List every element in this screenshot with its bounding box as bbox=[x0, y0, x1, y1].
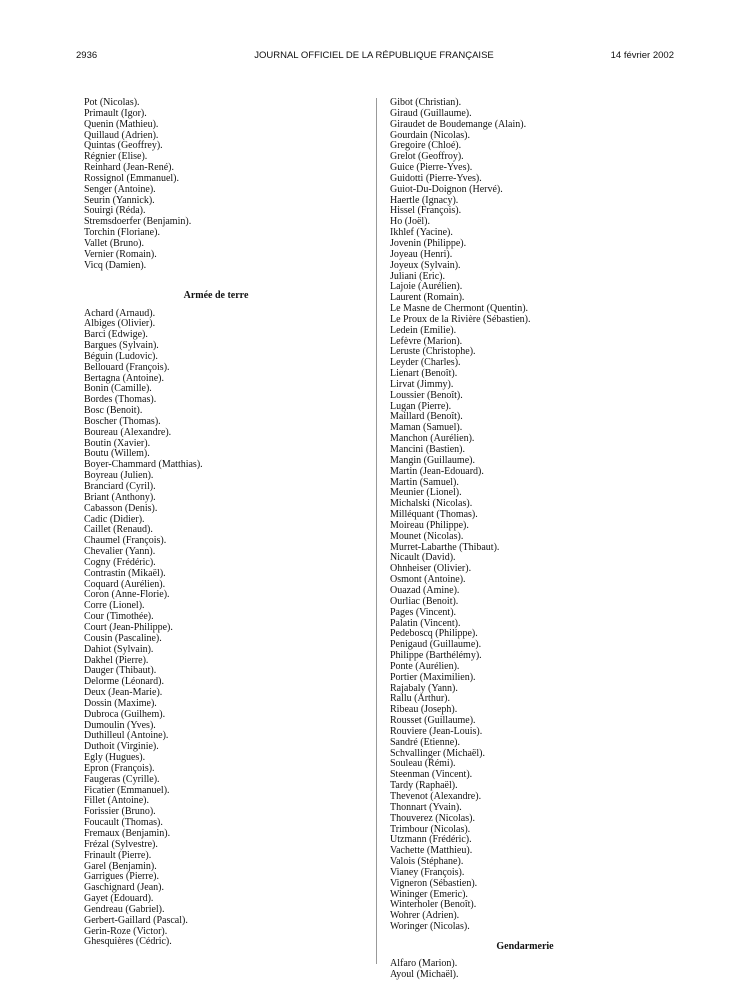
name-entry: Osmont (Antoine). bbox=[390, 574, 466, 586]
name-entry: Milléquant (Thomas). bbox=[390, 509, 478, 521]
name-entry: Boutin (Xavier). bbox=[84, 437, 151, 449]
journal-title: JOURNAL OFFICIEL DE LA RÉPUBLIQUE FRANÇAISE bbox=[254, 50, 494, 61]
name-entry: Alfaro (Marion). bbox=[390, 957, 458, 969]
name-entry: Stremsdoerfer (Benjamin). bbox=[84, 216, 192, 228]
name-entry: Souleau (Rémi). bbox=[390, 758, 456, 770]
name-entry: Dumoulin (Yves). bbox=[84, 719, 156, 731]
name-entry: Quenin (Mathieu). bbox=[84, 118, 159, 130]
name-entry: Foucault (Thomas). bbox=[84, 817, 163, 829]
name-entry: Rouviere (Jean-Louis). bbox=[390, 725, 483, 737]
name-entry: Achard (Arnaud). bbox=[84, 307, 156, 319]
name-entry: Cousin (Pascaline). bbox=[84, 632, 162, 644]
name-entry: Senger (Antoine). bbox=[84, 183, 156, 195]
name-entry: Dahiot (Sylvain). bbox=[84, 643, 154, 655]
name-entry: Ourliac (Benoit). bbox=[390, 595, 459, 607]
name-entry: Leyder (Charles). bbox=[390, 357, 461, 369]
name-entry: Maillard (Benoît). bbox=[390, 411, 463, 423]
name-entry: Winterholer (Benoît). bbox=[390, 899, 477, 911]
name-entry: Ouazad (Amine). bbox=[390, 584, 460, 596]
name-entry: Ribeau (Joseph). bbox=[390, 704, 458, 716]
name-entry: Wininger (Emeric). bbox=[390, 888, 468, 900]
name-entry: Vachette (Matthieu). bbox=[390, 845, 473, 857]
armee-de-terre-list bbox=[84, 309, 374, 949]
right-continuation-list bbox=[390, 98, 680, 933]
name-entry: Barci (Edwige). bbox=[84, 329, 148, 341]
name-entry: Giraud (Guillaume). bbox=[390, 107, 472, 119]
name-entry: Thouverez (Nicolas). bbox=[390, 812, 475, 824]
name-entry: Torchin (Floriane). bbox=[84, 227, 160, 239]
name-entry: Corre (Lionel). bbox=[84, 600, 145, 612]
name-entry: Fillet (Antoine). bbox=[84, 795, 149, 807]
name-entry: Vigneron (Sébastien). bbox=[390, 877, 478, 889]
name-entry: Bertagna (Antoine). bbox=[84, 372, 164, 384]
name-entry: Cogny (Frédéric). bbox=[84, 556, 156, 568]
name-entry: Ayoul (Michaël). bbox=[390, 968, 459, 980]
left-column bbox=[84, 98, 374, 948]
name-entry: Lajoie (Aurélien). bbox=[390, 281, 463, 293]
name-entry: Palatin (Vincent). bbox=[390, 617, 461, 629]
name-entry: Garrigues (Pierre). bbox=[84, 871, 159, 883]
name-entry: Schvallinger (Michaël). bbox=[390, 747, 485, 759]
name-entry: Portier (Maximilien). bbox=[390, 671, 476, 683]
name-entry: Loussier (Benoît). bbox=[390, 389, 463, 401]
name-entry: Rallu (Arthur). bbox=[390, 693, 450, 705]
name-entry: Dubroca (Guilhem). bbox=[84, 708, 166, 720]
name-entry: Chaumel (François). bbox=[84, 535, 167, 547]
name-entry: Lugan (Pierre). bbox=[390, 400, 452, 412]
name-entry: Albiges (Olivier). bbox=[84, 318, 156, 330]
name-entry: Deux (Jean-Marie). bbox=[84, 687, 163, 699]
name-entry: Moireau (Philippe). bbox=[390, 519, 469, 531]
gendarmerie-list bbox=[390, 959, 680, 981]
name-entry: Manchon (Aurélien). bbox=[390, 433, 475, 445]
name-entry: Grelot (Geoffroy). bbox=[390, 151, 464, 163]
name-entry: Primault (Igor). bbox=[84, 107, 147, 119]
name-entry: Duthoit (Virginie). bbox=[84, 741, 159, 753]
name-entry: Gaschignard (Jean). bbox=[84, 882, 164, 894]
name-entry: Frézal (Sylvestre). bbox=[84, 838, 158, 850]
page-header bbox=[0, 50, 748, 64]
name-entry: Rajabaly (Yann). bbox=[390, 682, 458, 694]
name-entry: Mangin (Guillaume). bbox=[390, 454, 475, 466]
name-entry: Coron (Anne-Florie). bbox=[84, 589, 170, 601]
name-entry: Dossin (Maxime). bbox=[84, 697, 157, 709]
name-entry: Rousset (Guillaume). bbox=[390, 715, 476, 727]
name-entry: Ponte (Aurélien). bbox=[390, 660, 460, 672]
left-continuation-list bbox=[84, 98, 374, 272]
name-entry: Boyreau (Julien). bbox=[84, 470, 154, 482]
name-entry: Frinault (Pierre). bbox=[84, 849, 152, 861]
name-entry: Cour (Timothée). bbox=[84, 611, 154, 623]
name-entry: Boutu (Willem). bbox=[84, 448, 150, 460]
name-entry: Thevenot (Alexandre). bbox=[390, 791, 482, 802]
name-entry: Duthilleul (Antoine). bbox=[84, 730, 169, 742]
name-entry: Garel (Benjamin). bbox=[84, 860, 157, 872]
name-entry: Guice (Pierre-Yves). bbox=[390, 162, 473, 174]
name-entry: Vicq (Damien). bbox=[84, 259, 147, 271]
publication-date: 14 février 2002 bbox=[610, 50, 674, 61]
name-entry: Le Masne de Chermont (Quentin). bbox=[390, 303, 529, 315]
name-entry: Gregoire (Chloé). bbox=[390, 140, 462, 152]
name-entry: Quintas (Geoffrey). bbox=[84, 140, 163, 152]
name-entry: Le Proux de la Rivière (Sébastien). bbox=[390, 313, 531, 325]
name-entry: Forissier (Bruno). bbox=[84, 806, 156, 818]
name-entry: Vianey (François). bbox=[390, 866, 465, 878]
name-entry: Briant (Anthony). bbox=[84, 491, 156, 503]
name-entry: Gerin-Roze (Victor). bbox=[84, 925, 168, 937]
name-entry: Dakhel (Pierre). bbox=[84, 654, 149, 666]
name-entry: Gendreau (Gabriel). bbox=[84, 903, 165, 915]
name-entry: Ficatier (Emmanuel). bbox=[84, 784, 170, 796]
name-entry: Lefèvre (Marion). bbox=[390, 335, 463, 347]
name-entry: Gourdain (Nicolas). bbox=[390, 129, 470, 141]
name-entry: Michalski (Nicolas). bbox=[390, 498, 473, 510]
name-entry: Giraudet de Boudemange (Alain). bbox=[390, 118, 527, 130]
name-entry: Souirgi (Réda). bbox=[84, 205, 146, 217]
name-entry: Béguin (Ludovic). bbox=[84, 350, 158, 362]
name-entry: Trimbour (Nicolas). bbox=[390, 823, 471, 835]
name-entry: Gayet (Edouard). bbox=[84, 893, 154, 905]
name-entry: Chevalier (Yann). bbox=[84, 546, 156, 558]
name-entry: Régnier (Elise). bbox=[84, 151, 148, 163]
name-entry: Bellouard (François). bbox=[84, 361, 170, 373]
name-entry: Philippe (Barthélémy). bbox=[390, 650, 482, 662]
name-entry: Ohnheiser (Olivier). bbox=[390, 563, 472, 575]
name-entry: Gibot (Christian). bbox=[390, 97, 462, 108]
name-entry: Leruste (Christophe). bbox=[390, 346, 476, 358]
section-title-gendarmerie: Gendarmerie bbox=[496, 940, 554, 952]
name-entry: Lienart (Benoît). bbox=[390, 368, 458, 380]
name-entry: Delorme (Léonard). bbox=[84, 676, 164, 688]
name-entry: Murret-Labarthe (Thibaut). bbox=[390, 541, 500, 553]
name-entry: Bonin (Camille). bbox=[84, 383, 152, 395]
name-entry: Pedeboscq (Philippe). bbox=[390, 628, 478, 640]
name-entry: Boureau (Alexandre). bbox=[84, 426, 172, 438]
name-entry: Bosc (Benoit). bbox=[84, 405, 143, 417]
name-entry: Martin (Jean-Edouard). bbox=[390, 465, 484, 477]
name-entry: Sandré (Etienne). bbox=[390, 736, 460, 748]
name-entry: Utzmann (Frédéric). bbox=[390, 834, 472, 846]
name-entry: Joyeau (Henri). bbox=[390, 248, 453, 260]
name-entry: Ho (Joël). bbox=[390, 216, 430, 228]
name-entry: Epron (François). bbox=[84, 762, 155, 774]
name-entry: Meunier (Lionel). bbox=[390, 487, 462, 499]
name-entry: Ikhlef (Yacine). bbox=[390, 227, 453, 239]
name-entry: Tardy (Raphaël). bbox=[390, 780, 458, 792]
name-entry: Woringer (Nicolas). bbox=[390, 921, 470, 933]
name-entry: Mancini (Bastien). bbox=[390, 444, 465, 455]
name-entry: Ghesquières (Cédric). bbox=[84, 936, 172, 948]
name-entry: Juliani (Eric). bbox=[390, 270, 445, 282]
right-column bbox=[390, 98, 680, 981]
name-entry: Gerbert-Gaillard (Pascal). bbox=[84, 914, 188, 926]
name-entry: Steenman (Vincent). bbox=[390, 769, 473, 781]
name-entry: Ledein (Emilie). bbox=[390, 324, 457, 336]
name-entry: Joyeux (Sylvain). bbox=[390, 259, 461, 271]
name-entry: Cadic (Didier). bbox=[84, 513, 145, 525]
name-entry: Vallet (Bruno). bbox=[84, 237, 144, 249]
name-entry: Jovenin (Philippe). bbox=[390, 237, 467, 249]
name-entry: Cabasson (Denis). bbox=[84, 502, 158, 514]
name-entry: Lirvat (Jimmy). bbox=[390, 378, 454, 390]
name-entry: Seurin (Yannick). bbox=[84, 194, 155, 206]
name-entry: Martin (Samuel). bbox=[390, 476, 459, 488]
name-entry: Quillaud (Adrien). bbox=[84, 129, 159, 141]
name-entry: Pot (Nicolas). bbox=[84, 97, 140, 108]
name-entry: Contrastin (Mikaël). bbox=[84, 567, 166, 579]
name-entry: Coquard (Aurélien). bbox=[84, 578, 166, 590]
name-entry: Nicault (David). bbox=[390, 552, 456, 564]
name-entry: Branciard (Cyril). bbox=[84, 481, 156, 492]
column-divider bbox=[376, 98, 377, 964]
name-entry: Penigaud (Guillaume). bbox=[390, 639, 482, 651]
name-entry: Fremaux (Benjamin). bbox=[84, 828, 171, 839]
name-entry: Laurent (Romain). bbox=[390, 292, 465, 304]
name-entry: Hissel (François). bbox=[390, 205, 462, 217]
name-entry: Mounet (Nicolas). bbox=[390, 530, 464, 542]
name-entry: Bordes (Thomas). bbox=[84, 394, 157, 406]
name-entry: Thonnart (Yvain). bbox=[390, 801, 462, 813]
name-entry: Rossignol (Emmanuel). bbox=[84, 172, 179, 184]
name-entry: Guidotti (Pierre-Yves). bbox=[390, 172, 482, 184]
name-entry: Reinhard (Jean-René). bbox=[84, 162, 174, 174]
name-entry: Vernier (Romain). bbox=[84, 248, 157, 260]
name-entry: Guiot-Du-Doignon (Hervé). bbox=[390, 183, 503, 195]
name-entry: Valois (Stéphane). bbox=[390, 856, 464, 868]
name-entry: Wohrer (Adrien). bbox=[390, 910, 460, 922]
page-number: 2936 bbox=[76, 50, 98, 61]
name-entry: Court (Jean-Philippe). bbox=[84, 621, 173, 633]
name-entry: Faugeras (Cyrille). bbox=[84, 773, 160, 785]
name-entry: Caillet (Renaud). bbox=[84, 524, 153, 536]
name-entry: Haertle (Ignacy). bbox=[390, 194, 459, 206]
name-entry: Egly (Hugues). bbox=[84, 752, 146, 764]
name-entry: Maman (Samuel). bbox=[390, 422, 463, 434]
section-title-armee-de-terre: Armée de terre bbox=[183, 289, 249, 301]
name-entry: Dauger (Thibaut). bbox=[84, 665, 157, 677]
name-entry: Bargues (Sylvain). bbox=[84, 340, 159, 352]
name-entry: Boyer-Chammard (Matthias). bbox=[84, 459, 203, 471]
name-entry: Pages (Vincent). bbox=[390, 606, 457, 618]
name-entry: Boscher (Thomas). bbox=[84, 415, 161, 427]
